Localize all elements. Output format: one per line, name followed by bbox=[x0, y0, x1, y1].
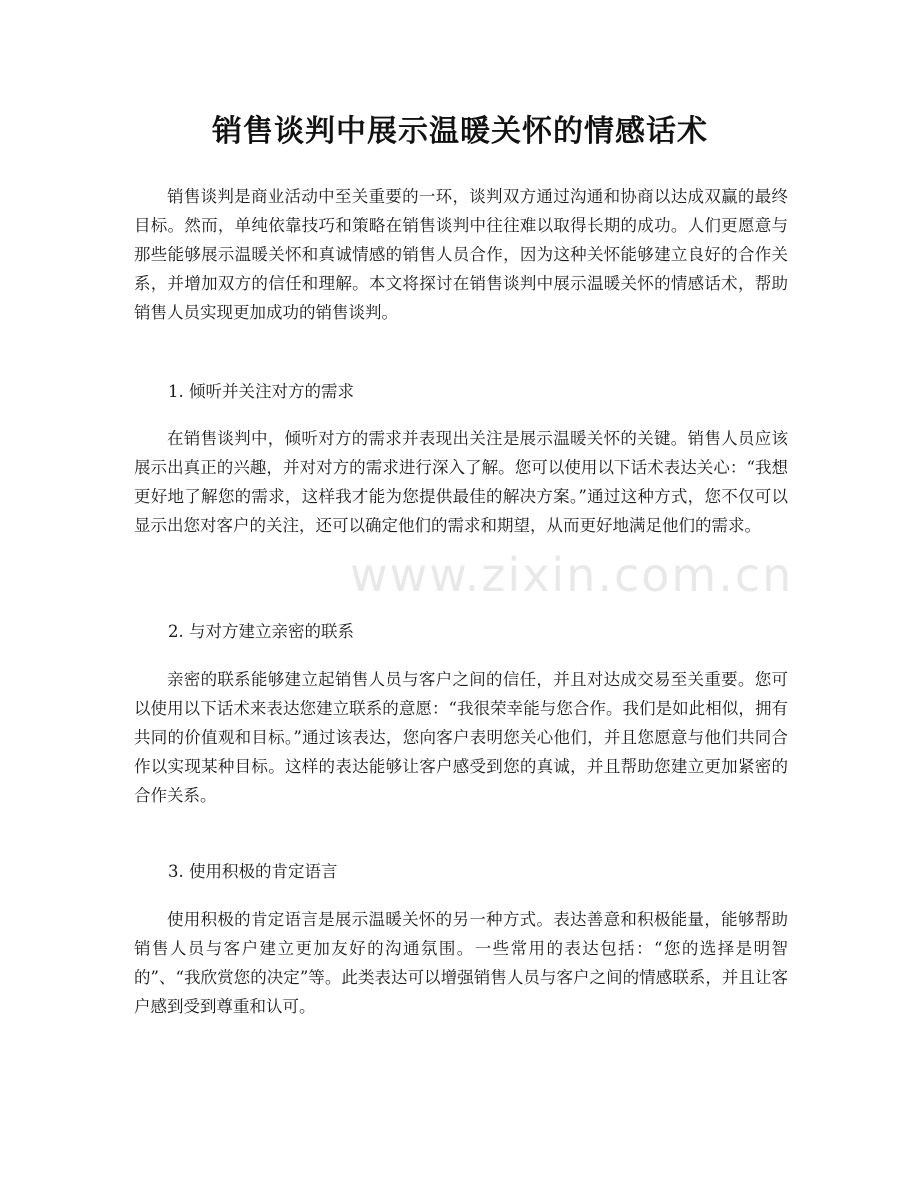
section-paragraph-3: 使用积极的肯定语言是展示温暖关怀的另一种方式。表达善意和积极能量，能够帮助销售人员与客户建立更加友好的沟通氛围。一些常用的表达包括：“您的选择是明智的”、“我欣赏您的决定”等。此类表达可以增强销售人员与客户之间的情感联系，并且让客户感到受到尊重和认可。 bbox=[134, 910, 788, 1016]
section-heading-3: 3. 使用积极的肯定语言 bbox=[168, 862, 338, 881]
section-heading-2: 2. 与对方建立亲密的联系 bbox=[168, 622, 354, 641]
section-paragraph-2: 亲密的联系能够建立起销售人员与客户之间的信任，并且对达成交易至关重要。您可以使用以下话术来表达您建立联系的意愿：“我很荣幸能与您合作。我们是如此相似，拥有共同的价值观和目标。”通过该表达，您向客户表明您关心他们，并且您愿意与他们共同合作以实现某种目标。这样的表达能够让客户感受到您的真诚，并且帮助您建立更加紧密的合作关系。 bbox=[134, 670, 788, 805]
page-title: 销售谈判中展示温暖关怀的情感话术 bbox=[212, 114, 708, 149]
section-heading-1: 1. 倾听并关注对方的需求 bbox=[168, 382, 354, 401]
watermark: www.zixin.com.cn bbox=[350, 548, 794, 602]
section-paragraph-1: 在销售谈判中，倾听对方的需求并表现出关注是展示温暖关怀的关键。销售人员应该展示出真正的兴趣，并对对方的需求进行深入了解。您可以使用以下话术表达关心：“我想更好地了解您的需求，这样我才能为您提供最佳的解决方案。”通过这种方式，您不仅可以显示出您对客户的关注，还可以确定他们的需求和期望，从而更好地满足他们的需求。 bbox=[134, 429, 788, 535]
intro-paragraph: 销售谈判是商业活动中至关重要的一环，谈判双方通过沟通和协商以达成双赢的最终目标。然而，单纯依靠技巧和策略在销售谈判中往往难以取得长期的成功。人们更愿意与那些能够展示温暖关怀和真诚情感的销售人员合作，因为这种关怀能够建立良好的合作关系，并增加双方的信任和理解。本文将探讨在销售谈判中展示温暖关怀的情感话术，帮助销售人员实现更加成功的销售谈判。 bbox=[134, 187, 788, 322]
